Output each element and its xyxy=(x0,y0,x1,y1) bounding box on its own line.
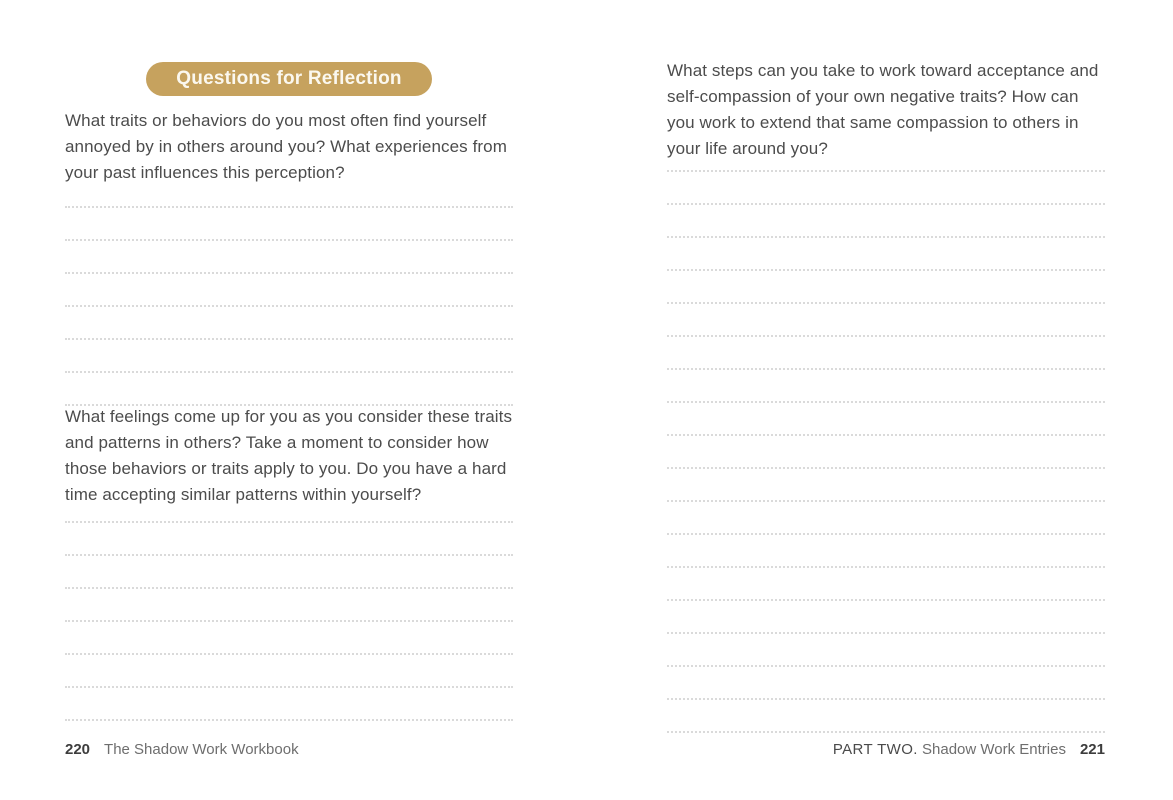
answer-line xyxy=(65,589,513,622)
questions-for-reflection-badge: Questions for Reflection xyxy=(146,62,431,96)
left-page-footer xyxy=(65,741,513,758)
badge-row xyxy=(65,62,513,96)
left-page-number: 220 xyxy=(65,741,91,758)
answer-line xyxy=(65,688,513,721)
question-3-answer-lines xyxy=(667,139,1105,733)
answer-line xyxy=(65,655,513,688)
answer-line xyxy=(667,403,1105,436)
answer-line xyxy=(667,700,1105,733)
answer-line xyxy=(65,175,513,208)
answer-line xyxy=(667,502,1105,535)
right-page xyxy=(667,0,1105,800)
answer-line xyxy=(667,634,1105,667)
right-page-number: 221 xyxy=(1079,741,1105,758)
answer-line xyxy=(65,340,513,373)
question-1-text: What traits or behaviors do you most often find yourself annoyed by in others around you? What experiences from your past influences this perception? xyxy=(65,111,507,182)
left-page xyxy=(65,0,513,800)
question-2-text: What feelings come up for you as you consider these traits and patterns in others? Take a moment to consider how those behaviors or traits apply to you. Do you have a hard time accepting similar patterns within yourself? xyxy=(65,407,513,504)
answer-line xyxy=(667,271,1105,304)
answer-line xyxy=(65,241,513,274)
answer-line xyxy=(667,205,1105,238)
answer-line xyxy=(667,568,1105,601)
answer-line xyxy=(65,622,513,655)
question-1-answer-lines xyxy=(65,175,513,406)
question-3-text: What steps can you take to work toward acceptance and self-compassion of your own negative traits? How can you work to extend that same compassion to others in your life around you? xyxy=(667,61,1099,158)
answer-line xyxy=(667,139,1105,172)
answer-line xyxy=(667,337,1105,370)
answer-line xyxy=(667,238,1105,271)
answer-line xyxy=(667,370,1105,403)
answer-line xyxy=(65,523,513,556)
answer-line xyxy=(667,667,1105,700)
answer-line xyxy=(667,172,1105,205)
answer-line xyxy=(65,556,513,589)
answer-line xyxy=(667,535,1105,568)
question-2-answer-lines xyxy=(65,490,513,721)
book-title: The Shadow Work Workbook xyxy=(104,741,299,758)
answer-line xyxy=(667,601,1105,634)
answer-line xyxy=(65,490,513,523)
answer-line xyxy=(667,304,1105,337)
answer-line xyxy=(65,307,513,340)
right-page-footer xyxy=(667,741,1105,758)
answer-line xyxy=(65,208,513,241)
section-title: Shadow Work Entries xyxy=(922,741,1066,758)
answer-line xyxy=(667,469,1105,502)
part-label: PART TWO. xyxy=(832,741,918,758)
answer-line xyxy=(65,274,513,307)
answer-line xyxy=(667,436,1105,469)
answer-line xyxy=(65,373,513,406)
